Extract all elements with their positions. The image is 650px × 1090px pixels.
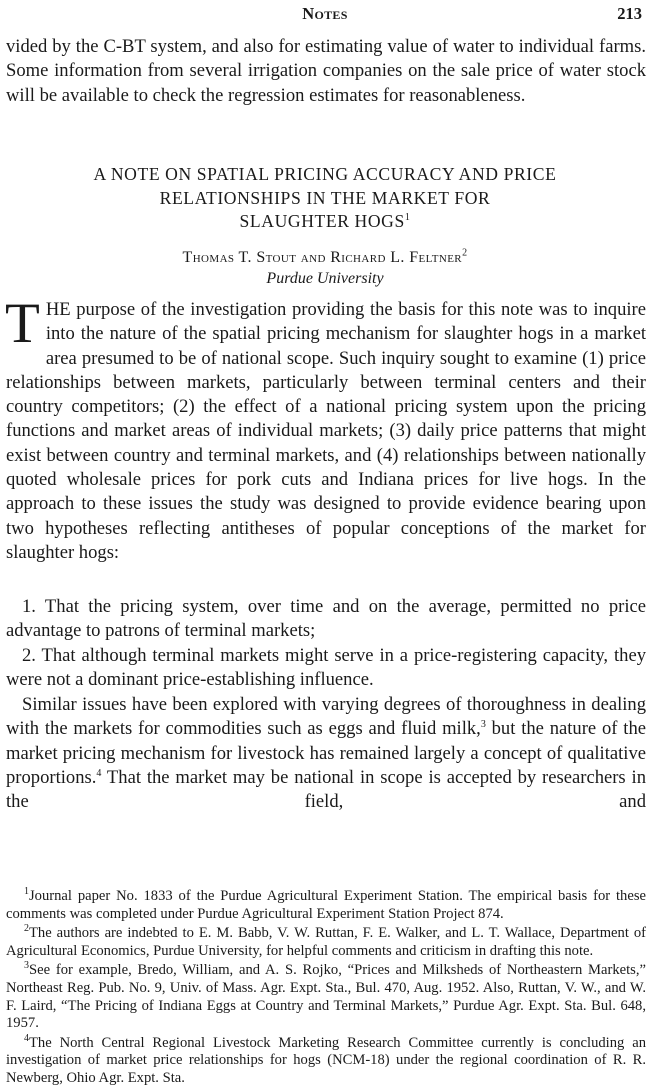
running-head: Notes [302,4,348,23]
footnotes [6,888,646,1090]
page-number: 213 [617,4,642,23]
footnote-4-mark: 4 [24,1032,29,1044]
footnote-1-mark: 1 [24,886,29,898]
title-line-2: RELATIONSHIPS IN THE MARKET FOR [159,187,491,208]
intro-paragraph: vided by the C-BT system, and also for estimating value of water to individual farms. Some information from several irrigation companies on the sale price of water stock will be available to check the regression estimates for reasonableness. [6,36,646,106]
authors-text: Thomas T. Stout and Richard L. Feltner [182,249,463,266]
hypothesis-2 [6,644,646,693]
hypothesis-2-text: 2. That although terminal markets might serve in a price-registering capacity, they were not a dominant price-establishing influence. [6,645,646,691]
footnote-3-text: See for example, Bredo, William, and A. S. Rojko, “Prices and Milksheds of Northeastern Markets,” Northeast Reg. Pub. No. 9, Univ. of Mass. Agr. Expt. Sta., Bul. 470, Aug. 1952. Also, Ruttan, V. W., and W. F. Laird, “The Pricing of Indiana Eggs at Country and Terminal Markets,” Purdue Agr. Expt. Sta. Bul. 648, 1957. [6,962,646,1032]
footnote-3 [6,962,646,1032]
footnote-2-mark: 2 [24,923,29,935]
footnote-1-text: Journal paper No. 1833 of the Purdue Agricultural Experiment Station. The empirical basis for these comments was completed under Purdue Agricultural Experiment Station Project 874. [6,888,646,922]
title-line-1: A NOTE ON SPATIAL PRICING ACCURACY AND PRICE [93,164,557,184]
footnote-4-text: The North Central Regional Livestock Marketing Research Committee currently is concluding an investigation of market price relationships for hogs (NCM-18) under the regional coordination of R. R. Newberg, Ohio Agr. Expt. Sta. [6,1034,646,1086]
title-line-3 [0,210,650,234]
footnote-ref-3: 3 [480,719,486,731]
body-paragraph-2 [6,693,646,814]
page-header [0,4,650,24]
paragraph-2-text-a: Similar issues have been explored with varying degrees of thoroughness in dealing with the markets for commodities such as eggs and fluid milk, [6,694,646,740]
hypothesis-1-text: 1. That the pricing system, over time and on the average, permitted no price advantage to patrons of terminal markets; [6,596,646,642]
article-title [0,163,650,234]
hypothesis-1 [6,595,646,644]
author-affiliation: Purdue University [266,270,384,287]
title-footnote-mark: 1 [404,212,411,224]
article-authors [0,249,650,267]
footnote-4 [6,1032,646,1088]
footnote-2 [6,925,646,960]
drop-cap: T [5,292,40,355]
paragraph-2-text-b: but the nature of the market pricing mechanism for livestock has remained largely a concept of qualitative proportions. [6,718,646,788]
footnote-3-mark: 3 [24,960,29,972]
body-paragraph-1 [5,292,646,565]
paragraph-1-text: HE purpose of the investigation providing the basis for this note was to inquire into the nature of the spatial pricing mechanism for slaughter hogs in a market area presumed to be of national scope. Such inquiry sought to examine (1) price relationships between markets, particularly between terminal centers and their country competitors; (2) the effect of a national pricing system upon the pricing functions and market areas of individual markets; (3) daily price patterns that might exist between country and terminal markets, and (4) relationships between nationally quoted wholesale prices for pork cuts and Indiana prices for live hogs. In the approach to these issues the study was designed to provide evidence bearing upon two hypotheses reflecting antitheses of popular conceptions of the market for slaughter hogs: [6,299,646,563]
footnote-ref-4: 4 [96,767,102,779]
footnote-2-text: The authors are indebted to E. M. Babb, V. W. Ruttan, F. E. Walker, and L. T. Wallace, Department of Agricultural Economics, Purdue University, for helpful comments and criticism in drafting this note. [6,925,646,959]
footnote-1 [6,888,646,923]
title-line-3-text: SLAUGHTER HOGS [239,211,405,231]
authors-footnote-mark: 2 [462,247,468,259]
paragraph-2-text-c: That the market may be national in scope is accepted by researchers in the field, and [6,766,646,813]
